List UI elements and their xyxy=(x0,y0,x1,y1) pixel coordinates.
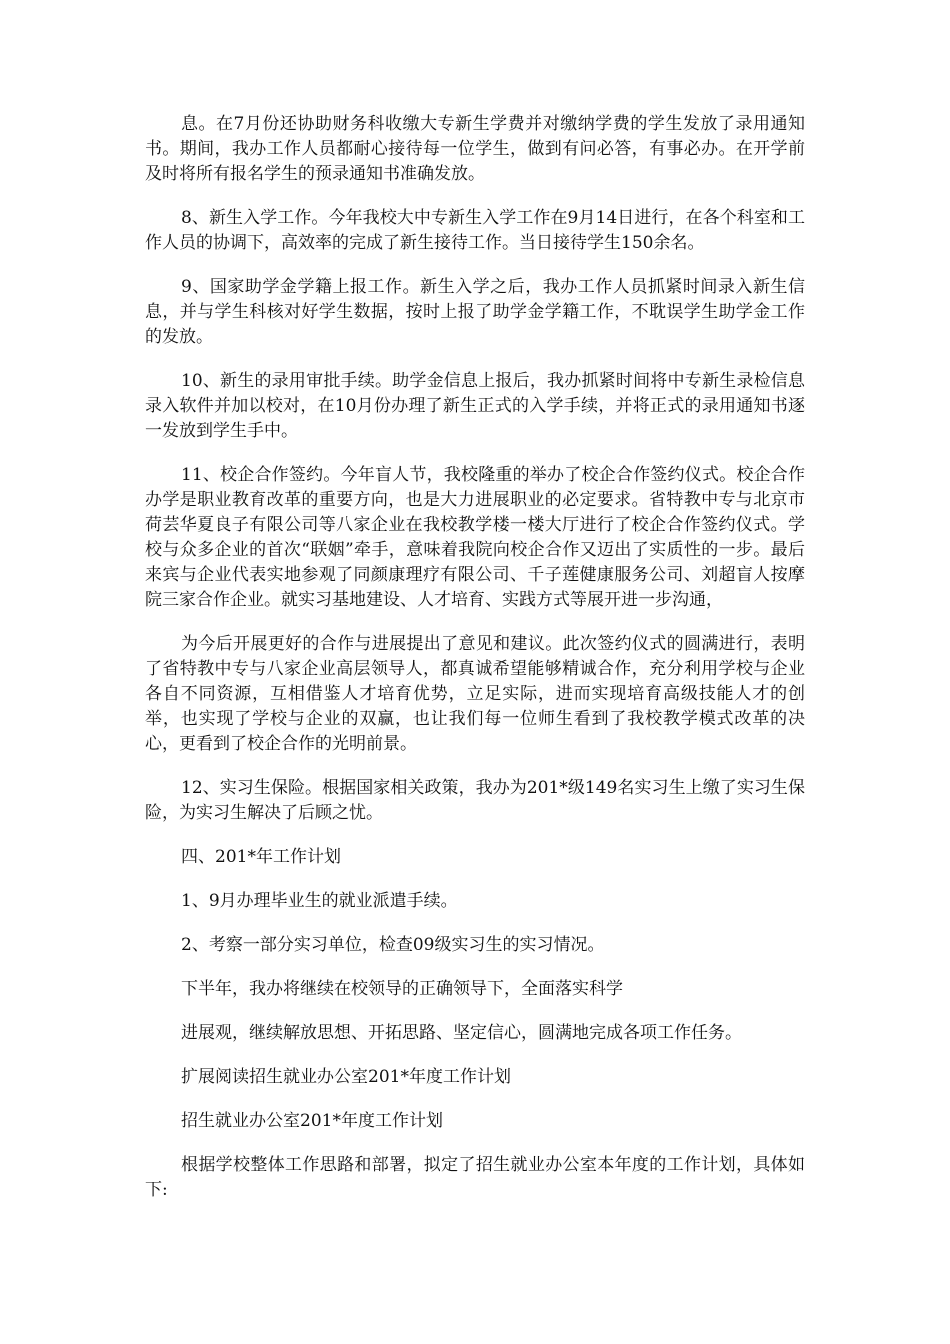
document-body xyxy=(145,112,805,1222)
section-heading: 四、201*年工作计划 xyxy=(181,847,341,867)
paragraph: 10、新生的录用审批手续。助学金信息上报后，我办抓紧时间将中专新生录检信息录入软件并加以校对，在10月份办理了新生正式的入学手续，并将正式的录用通知书逐一发放到学生手中。 xyxy=(145,371,805,441)
paragraph: 扩展阅读招生就业办公室201*年度工作计划 xyxy=(181,1067,511,1087)
paragraph: 2、考察一部分实习单位，检查09级实习生的实习情况。 xyxy=(181,935,605,955)
paragraph: 进展观，继续解放思想、开拓思路、坚定信心，圆满地完成各项工作任务。 xyxy=(181,1023,742,1043)
paragraph: 8、新生入学工作。今年我校大中专新生入学工作在9月14日进行，在各个科室和工作人员的协调下，高效率的完成了新生接待工作。当日接待学生150余名。 xyxy=(145,208,805,253)
paragraph: 根据学校整体工作思路和部署，拟定了招生就业办公室本年度的工作计划，具体如下: xyxy=(145,1155,805,1200)
paragraph: 招生就业办公室201*年度工作计划 xyxy=(181,1111,443,1131)
paragraph: 11、校企合作签约。今年盲人节，我校隆重的举办了校企合作签约仪式。校企合作办学是职业教育改革的重要方向，也是大力进展职业的必定要求。省特教中专与北京市荷芸华夏良子有限公司等八家企业在我校教学楼一楼大厅进行了校企合作签约仪式。学校与众多企业的首次“联姻”牵手，意味着我院向校企合作又迈出了实质性的一步。最后来宾与企业代表实地参观了同颜康理疗有限公司、千子莲健康服务公司、刘超盲人按摩院三家合作企业。就实习基地建设、人才培育、实践方式等展开进一步沟通， xyxy=(145,465,805,610)
paragraph: 息。在7月份还协助财务科收缴大专新生学费并对缴纳学费的学生发放了录用通知书。期间，我办工作人员都耐心接待每一位学生，做到有问必答，有事必办。在开学前及时将所有报名学生的预录通知书准确发放。 xyxy=(145,114,805,184)
paragraph: 12、实习生保险。根据国家相关政策，我办为201*级149名实习生上缴了实习生保险，为实习生解决了后顾之忧。 xyxy=(145,778,805,823)
paragraph: 为今后开展更好的合作与进展提出了意见和建议。此次签约仪式的圆满进行，表明了省特教中专与八家企业高层领导人，都真诚希望能够精诚合作，充分利用学校与企业各自不同资源，互相借鉴人才培育优势，立足实际，进而实现培育高级技能人才的创举，也实现了学校与企业的双赢，也让我们每一位师生看到了我校教学模式改革的决心，更看到了校企合作的光明前景。 xyxy=(145,634,805,754)
paragraph: 9、国家助学金学籍上报工作。新生入学之后，我办工作人员抓紧时间录入新生信息，并与学生科核对好学生数据，按时上报了助学金学籍工作，不耽误学生助学金工作的发放。 xyxy=(145,277,805,347)
paragraph: 下半年，我办将继续在校领导的正确领导下，全面落实科学 xyxy=(181,979,623,999)
paragraph: 1、9月办理毕业生的就业派遣手续。 xyxy=(181,891,458,911)
